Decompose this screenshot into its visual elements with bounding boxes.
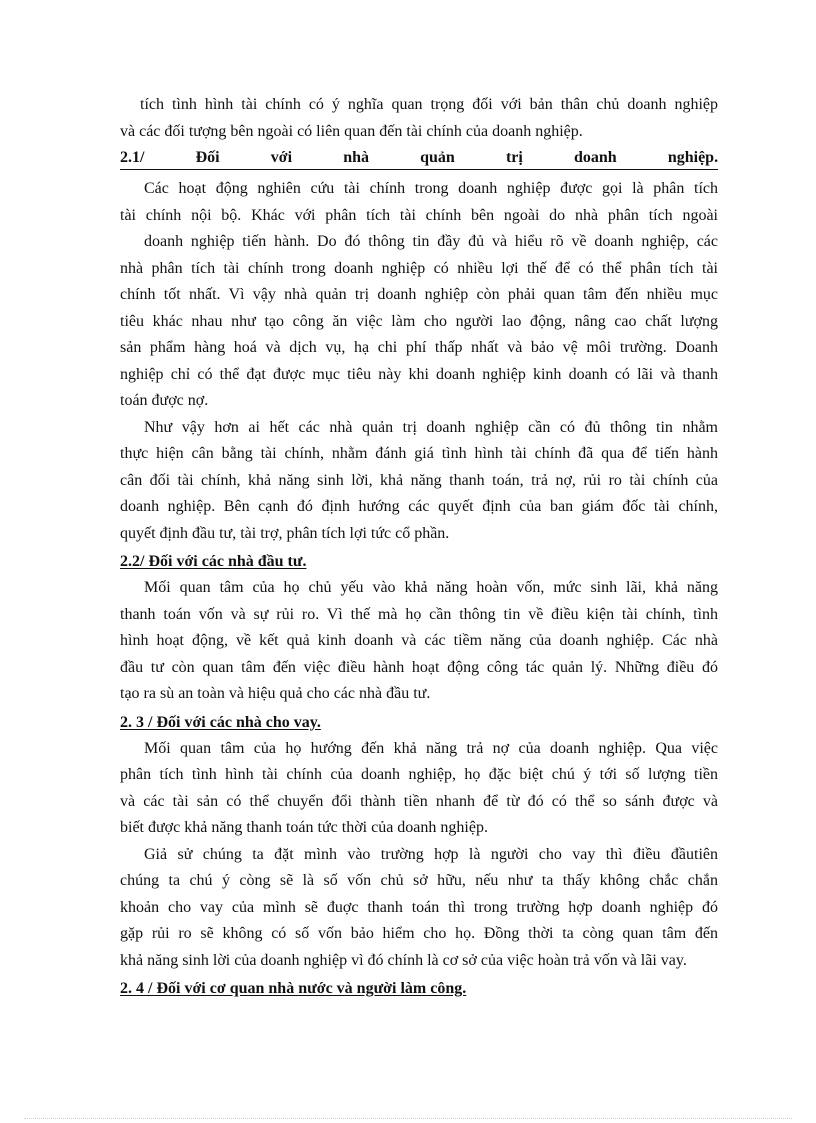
intro-paragraph: [120, 92, 718, 145]
text-line: hình hoạt động, về kết quả kinh doanh và các tiềm năng của doanh nghiệp. Các nhà: [120, 632, 718, 649]
text-line: nghiệp chỉ có thể đạt được mục tiêu này khi doanh nghiệp kinh doanh có lãi và thanh: [120, 365, 718, 383]
page-bottom-divider: [24, 1118, 792, 1119]
text-line: chính tốt nhất. Vì vậy nhà quản trị doanh nghiệp còn phải quan tâm đến nhiều mục: [120, 286, 718, 303]
text-line: tạo ra sù an toàn và hiệu quả cho các nhà đầu tư.: [120, 685, 431, 702]
heading-word: nghiệp.: [667, 149, 719, 166]
text-line: và các tài sản có thể chuyển đổi thành tiền nhanh để từ đó có thể so sánh được và: [120, 792, 718, 810]
text-line: Các hoạt động nghiên cứu tài chính trong doanh nghiệp được gọi là phân tích: [144, 180, 718, 197]
section-2-1-paragraph-1: [120, 176, 718, 415]
section-2-4-heading: [120, 976, 718, 1002]
section-2-1-paragraph-2: [120, 415, 718, 548]
section-2-3-paragraph-2: [120, 842, 718, 975]
text-line: và các đối tượng bên ngoài có liên quan đến tài chính của doanh nghiệp.: [120, 122, 583, 140]
heading-word: trị: [505, 149, 523, 166]
section-2-3-heading: [120, 710, 718, 736]
heading-word: nhà: [343, 149, 369, 166]
text-line: tiêu khác nhau như tạo công ăn việc làm cho người lao động, nâng cao chất lượng: [120, 312, 718, 330]
text-line: toán được nợ.: [120, 392, 209, 409]
text-line: doanh nghiệp. Bên cạnh đó định hướng các quyết định của ban giám đốc tài chính,: [120, 498, 718, 515]
text-line: cân đối tài chính, khả năng sinh lời, khả năng thanh toán, trả nợ, rủi ro tài chính của: [120, 471, 718, 489]
heading-word: 2.1/: [120, 149, 145, 166]
heading-word: doanh: [573, 149, 617, 166]
text-line: phân tích tình hình tài chính của doanh nghiệp, họ đặc biệt chú ý tới số lượng tiền: [120, 766, 718, 783]
section-2-2-paragraph-1: [120, 575, 718, 708]
section-2-1-heading: [120, 147, 718, 170]
document-page: [120, 92, 718, 1002]
text-line: chúng ta chú ý còng sẽ là số vốn chủ sở hữu, nếu như ta thấy không chắc chắn: [120, 872, 718, 889]
text-line: khả năng sinh lời của doanh nghiệp vì đó chính là cơ sở của việc hoàn trả vốn và lãi vay.: [120, 951, 687, 969]
text-line: gặp rủi ro sẽ không có số vốn bảo hiểm cho họ. Đồng thời ta còng quan tâm đến: [120, 925, 718, 942]
text-line: tài chính nội bộ. Khác với phân tích tài chính bên ngoài do nhà phân tích ngoài: [120, 206, 718, 224]
text-line: Mối quan tâm của họ hướng đến khả năng trả nợ của doanh nghiệp. Qua việc: [144, 739, 718, 757]
section-2-2-heading: [120, 549, 718, 575]
section-2-2-heading-text: 2.2/ Đối với các nhà đầu tư.: [120, 553, 307, 570]
text-line: Mối quan tâm của họ chủ yếu vào khả năng hoàn vốn, mức sinh lãi, khả năng: [144, 579, 718, 596]
text-line: đầu tư còn quan tâm đến việc điều hành hoạt động công tác quản lý. Những điều đó: [120, 658, 718, 676]
text-line: Giả sử chúng ta đặt mình vào trường hợp là người cho vay thì điều đầutiên: [144, 845, 718, 863]
text-line: quyết định đầu tư, tài trợ, phân tích lợi tức cổ phần.: [120, 524, 450, 542]
text-line: thực hiện cân bằng tài chính, nhằm đánh giá tình hình tài chính đã qua để tiến hành: [120, 445, 718, 462]
heading-word: với: [270, 149, 293, 166]
text-line: Như vậy hơn ai hết các nhà quản trị doanh nghiệp cần có đủ thông tin nhằm: [144, 418, 718, 436]
section-2-4-heading-text: 2. 4 / Đối với cơ quan nhà nước và người làm công.: [120, 980, 467, 997]
text-line: sản phẩm hàng hoá và dịch vụ, hạ chi phí thấp nhất và bảo vệ môi trường. Doanh: [120, 339, 718, 356]
text-line: khoản cho vay của mình sẽ đuợc thanh toán thì trong trường hợp doanh nghiệp đó: [120, 898, 718, 916]
text-line: thanh toán vốn và sự rủi ro. Vì thế mà họ cần thông tin về điều kiện tài chính, tình: [120, 605, 718, 623]
text-line: nhà phân tích tài chính trong doanh nghiệp có nhiều lợi thế để có thể phân tích tài: [120, 259, 718, 277]
section-2-3-heading-text: 2. 3 / Đối với các nhà cho vay.: [120, 713, 321, 731]
section-2-3-paragraph-1: [120, 736, 718, 842]
heading-word: Đối: [195, 149, 220, 166]
text-line: doanh nghiệp tiến hành. Do đó thông tin đầy đủ và hiểu rõ về doanh nghiệp, các: [144, 233, 718, 250]
text-line: biết được khả năng thanh toán tức thời của doanh nghiệp.: [120, 819, 488, 836]
text-line: tích tình hình tài chính có ý nghĩa quan trọng đối với bản thân chủ doanh nghiệp: [140, 96, 718, 113]
heading-word: quản: [420, 149, 455, 166]
